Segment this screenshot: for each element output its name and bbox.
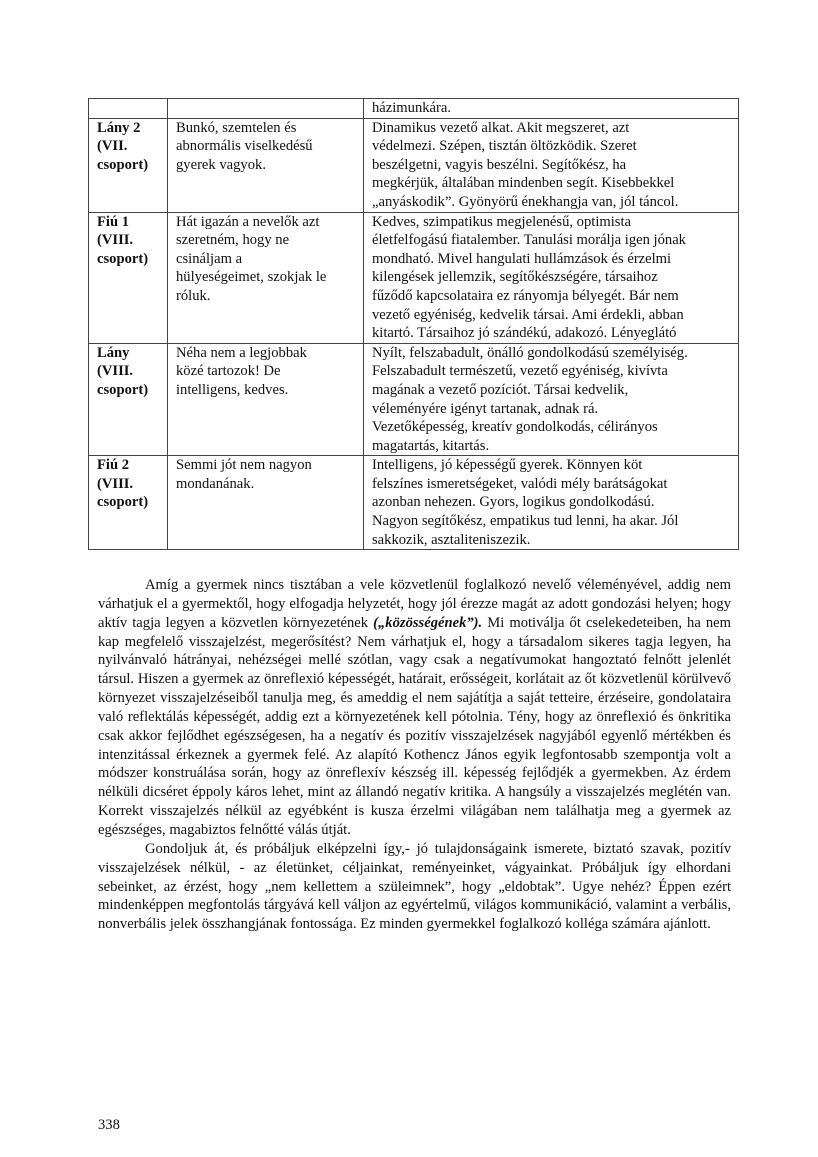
paragraph-1-text-end: Mi motiválja őt cselekedeteiben, ha nem kap megfelelő visszajelzést, megerősítést? Nem várhatjuk el, hogy a társadalom sikeres tagja legyen, ha nyilvánvaló hátrányai, nehézségei mellé szótlan, vagy csak a negatívumokat hangoztató felnőtt jelenlét társul. Hiszen a gyermek az önreflexió képességét, határait, erősségeit, korlátait az őt közvetlenül körülvevő környezet visszajelzéseiből tanulja meg, és ameddig el nem sajátítja a saját tetteire, érzéseire, gondolataira való reflektálás képességét, addig ezt a környezetének kell pótolnia. Tény, hogy az önreflexió és önkritika csak akkor fejlődhet egészségesen, ha a negatív és pozitív visszajelzések nagyjából egyenlő mértékben és intenzitással érkeznek a gyermek felé. Az alapító Kothencz János egyik legfontosabb szempontja volt a módszer konstruálása során, hogy az önreflexív készség ill. képesség fejlődjék a gyermekben. Az érdem nélküli dicséret éppoly káros lehet, mint az állandó negatív kritika. A hangsúly a visszajelzés meglétén van. Korrekt visszajelzés nélkül az egyébként is kusza érzelmi világában nem találhatja meg a gyermek az egészséges, magabiztos felnőtté válás útját.: [98, 614, 732, 838]
cell-line: (VIII.: [97, 475, 134, 492]
cell-line: sakkozik, asztaliteniszezik.: [372, 531, 531, 548]
student-cell: [89, 456, 168, 550]
cell-line: beszélgetni, vagyis beszélni. Segítőkész, ha: [372, 156, 627, 173]
cell-line: Dinamikus vezető alkat. Akit megszeret, azt: [372, 119, 630, 136]
cell-line: Néha nem a legjobbak: [176, 344, 307, 361]
table-row: [89, 343, 739, 456]
cell-line: csoport): [97, 494, 149, 511]
body-text: [98, 576, 731, 934]
cell-line: Fiú 2: [97, 457, 130, 474]
cell-line: szeretném, hogy ne: [176, 232, 290, 249]
cell-line: Lány 2: [97, 119, 141, 136]
cell-line: Bunkó, szemtelen és: [176, 119, 297, 136]
cell-line: mondható. Mivel hangulati hullámzások és érzelmi: [372, 250, 672, 267]
cell-line: Lány: [97, 344, 130, 361]
cell-line: véleményére igényt tartanak, adnak rá.: [372, 400, 599, 417]
self-assessment-cell: [168, 99, 364, 119]
cell-line: Nagyon segítőkész, empatikus tud lenni, ha akar. Jól: [372, 513, 679, 530]
cell-line: Fiú 1: [97, 213, 130, 230]
cell-line: róluk.: [176, 287, 211, 304]
cell-line: házimunkára.: [372, 100, 452, 116]
educator-assessment-cell: [364, 456, 739, 550]
table-row: [89, 212, 739, 343]
self-assessment-cell: [168, 118, 364, 212]
paragraph-2: Gondoljuk át, és próbáljuk elképzelni így,- jó tulajdonságaink ismerete, biztató szavak, pozitív visszajelzések nélkül, - az életünket, céljainkat, reményeinket, vágyainkat. Próbáljuk így elhordani sebeinket, az érzést, hogy „nem kellettem a szüleimnek”, hogy „eldobtak”. Ugye nehéz? Éppen ezért mindenképpen megfontolás tárgyává kell váljon az egyértelmű, világos kommunikáció, valamint a verbális, nonverbális jelek összhangjának fontossága. Ez minden gyermekkel foglalkozó kolléga számára ajánlott.: [98, 840, 731, 933]
cell-line: abnormális viselkedésű: [176, 138, 313, 155]
cell-line: Felszabadult természetű, vezető egyéniség, kivívta: [372, 363, 668, 380]
cell-line: Kedves, szimpatikus megjelenésű, optimista: [372, 213, 631, 230]
student-cell: [89, 212, 168, 343]
paragraph-1-emphasis: („közösségének”).: [373, 614, 483, 631]
cell-line: Nyílt, felszabadult, önálló gondolkodású személyiség.: [372, 344, 688, 361]
cell-line: (VIII.: [97, 363, 134, 380]
cell-line: „anyáskodik”. Gyönyörű énekhangja van, jól táncol.: [372, 193, 679, 210]
cell-line: fűződő kapcsolataira ez rányomja bélyegét. Bár nem: [372, 287, 679, 304]
cell-line: életfelfogású fiatalember. Tanulási morálja igen jónak: [372, 232, 686, 249]
table-row: [89, 118, 739, 212]
cell-line: közé tartozok! De: [176, 363, 281, 380]
cell-line: magatartás, kitartás.: [372, 437, 490, 454]
educator-assessment-cell: [364, 99, 739, 119]
student-cell: [89, 118, 168, 212]
page-number: 338: [98, 1117, 120, 1133]
cell-line: felszínes ismeretségeket, valódi mély barátságokat: [372, 475, 668, 492]
cell-line: megkérjük, általában mindenben segít. Kisebbekkel: [372, 175, 675, 192]
cell-line: vezető egyéniség, kedvelik társai. Ami érdekli, abban: [372, 306, 684, 323]
cell-line: Semmi jót nem nagyon: [176, 457, 312, 474]
cell-line: azonban nehezen. Gyors, logikus gondolkodású.: [372, 494, 655, 511]
self-assessment-cell: [168, 343, 364, 456]
cell-line: Intelligens, jó képességű gyerek. Könnyen köt: [372, 457, 643, 474]
educator-assessment-cell: [364, 343, 739, 456]
self-assessment-cell: [168, 212, 364, 343]
cell-line: csoport): [97, 381, 149, 398]
educator-assessment-cell: [364, 212, 739, 343]
paragraph-1: [98, 576, 731, 840]
evaluation-table: [88, 98, 739, 550]
cell-line: (VIII.: [97, 232, 134, 249]
cell-line: intelligens, kedves.: [176, 381, 289, 398]
cell-line: gyerek vagyok.: [176, 156, 266, 173]
cell-line: csináljam a: [176, 250, 243, 267]
student-cell: [89, 99, 168, 119]
cell-line: védelmezi. Szépen, tisztán öltözködik. Szeret: [372, 138, 637, 155]
cell-line: kilengések jellemzik, segítőkészségére, társaihoz: [372, 269, 658, 286]
cell-line: Vezetőképesség, kreatív gondolkodás, célirányos: [372, 419, 658, 436]
cell-line: Hát igazán a nevelők azt: [176, 213, 320, 230]
cell-line: csoport): [97, 156, 149, 173]
student-cell: [89, 343, 168, 456]
cell-line: mondanának.: [176, 475, 255, 492]
paragraph-1-text-start: Amíg a gyermek nincs tisztában a vele közvetlenül foglalkozó nevelő véleményével, addig nem várhatjuk el a gyermektől, hogy elfogadja helyzetét, hogy jól érezze magát az adott gondozási helyen; hogy aktív tagja legyen a közvetlen környezetének: [98, 577, 731, 631]
evaluation-table-body: [89, 99, 739, 550]
educator-assessment-cell: [364, 118, 739, 212]
cell-line: hülyeségeimet, szokjak le: [176, 269, 327, 286]
cell-line: kitartó. Társaihoz jó szándékú, adakozó. Lényeglátó: [372, 325, 677, 342]
table-row: [89, 456, 739, 550]
cell-line: (VII.: [97, 138, 128, 155]
self-assessment-cell: [168, 456, 364, 550]
cell-line: magának a vezető pozíciót. Társai kedvelik,: [372, 381, 629, 398]
cell-line: csoport): [97, 250, 149, 267]
table-row: [89, 99, 739, 119]
